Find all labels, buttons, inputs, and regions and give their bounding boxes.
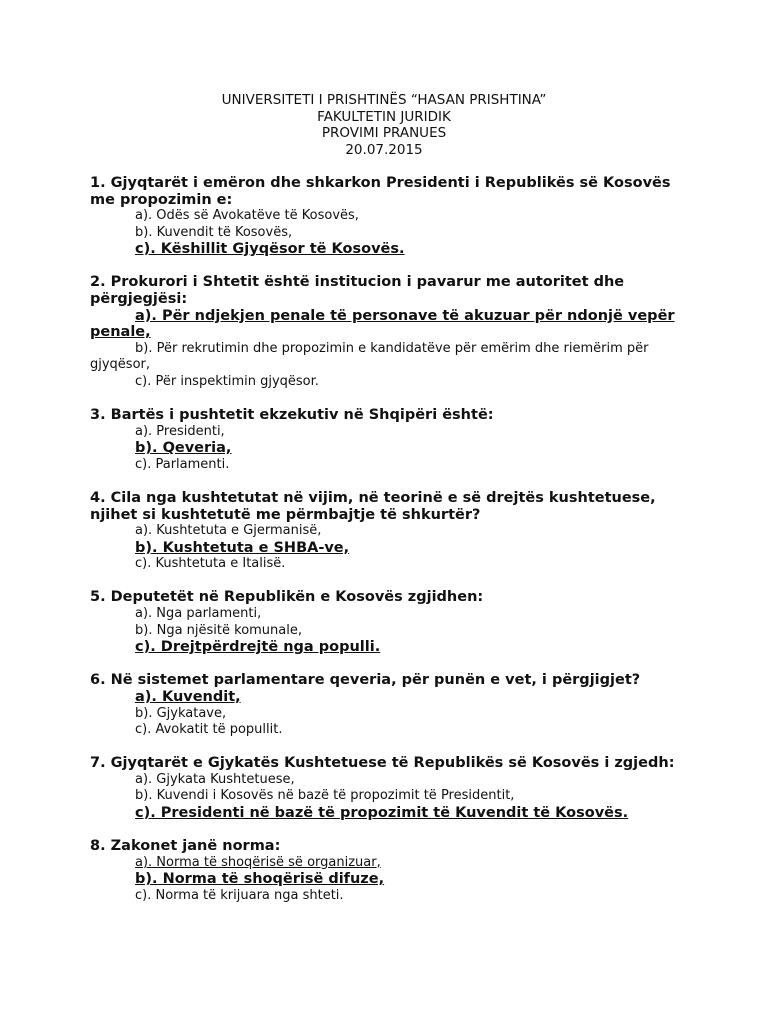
question-7 (90, 755, 690, 821)
option-a: a). Nga parlamenti, (135, 606, 262, 622)
option-b: b). Kuvendit të Kosovës, (135, 224, 293, 240)
option-b-correct: b). Kushtetuta e SHBA-ve, (135, 539, 350, 556)
question-text: 3. Bartës i pushtetit ekzekutiv në Shqipëri është: (90, 407, 494, 424)
option-a: a). Odës së Avokatëve të Kosovës, (135, 208, 359, 224)
option-c-correct: c). Drejtpërdrejtë nga populli. (135, 639, 381, 656)
option-b-correct: b). Norma të shoqërisë difuze, (135, 871, 385, 888)
question-text: 1. Gjyqtarët i emëron dhe shkarkon Presidenti i Republikës së Kosovës me propozimin e: (90, 175, 671, 208)
option-b-correct: b). Qeveria, (135, 440, 232, 457)
option-c-correct: c). Këshillit Gjyqësor të Kosovës. (135, 241, 405, 258)
question-list (90, 175, 690, 921)
question-5 (90, 589, 690, 655)
question-8 (90, 838, 690, 904)
exam-title: PROVIMI PRANUES (321, 125, 447, 142)
option-b: b). Kuvendi i Kosovës në bazë të propozimit të Presidentit, (135, 788, 515, 804)
question-text: 7. Gjyqtarët e Gjykatës Kushtetuese të Republikës së Kosovës i zgjedh: (90, 755, 675, 772)
faculty-name: FAKULTETIN JURIDIK (317, 108, 451, 125)
option-b: b). Nga njësitë komunale, (135, 622, 302, 638)
option-a: a). Gjykata Kushtetuese, (135, 771, 295, 787)
option-a: a). Norma të shoqërisë së organizuar, (135, 854, 381, 870)
question-text: 8. Zakonet janë norma: (90, 838, 281, 855)
question-3 (90, 407, 690, 473)
question-4 (90, 490, 690, 573)
option-a: a). Presidenti, (135, 423, 225, 439)
question-6 (90, 672, 690, 738)
option-c: c). Kushtetuta e Italisë. (135, 556, 286, 572)
exam-date: 20.07.2015 (345, 141, 423, 158)
option-c: c). Për inspektimin gjyqësor. (135, 374, 319, 390)
question-1 (90, 175, 690, 258)
option-c-correct: c). Presidenti në bazë të propozimit të Kuvendit të Kosovës. (135, 805, 629, 821)
option-c: c). Avokatit të popullit. (135, 722, 283, 738)
option-a-correct: a). Kuvendit, (135, 688, 241, 705)
document-header (0, 92, 768, 158)
option-c: c). Norma të krijuara nga shteti. (135, 887, 344, 903)
university-name: UNIVERSITETI I PRISHTINËS “HASAN PRISHTINA” (221, 92, 547, 108)
option-a: a). Kushtetuta e Gjermanisë, (135, 523, 322, 539)
option-b: b). Gjykatave, (135, 705, 227, 721)
question-text: 4. Cila nga kushtetutat në vijim, në teorinë e së drejtës kushtetuese, njihet si kushtetutë me përmbajtje të shkurtër? (90, 490, 656, 523)
question-text: 2. Prokurori i Shtetit është institucion i pavarur me autoritet dhe përgjegjësi: (90, 274, 625, 308)
question-2 (90, 274, 690, 390)
question-text: 5. Deputetët në Republikën e Kosovës zgjidhen: (90, 589, 484, 606)
option-a-correct: a). Për ndjekjen penale të personave të akuzuar për ndonjë vepër penale, (90, 307, 675, 341)
option-b: b). Për rekrutimin dhe propozimin e kandidatëve për emërim dhe riemërim për gjyqësor, (90, 340, 649, 373)
question-text: 6. Në sistemet parlamentare qeveria, për punën e vet, i përgjigjet? (90, 672, 641, 689)
option-c: c). Parlamenti. (135, 456, 230, 472)
